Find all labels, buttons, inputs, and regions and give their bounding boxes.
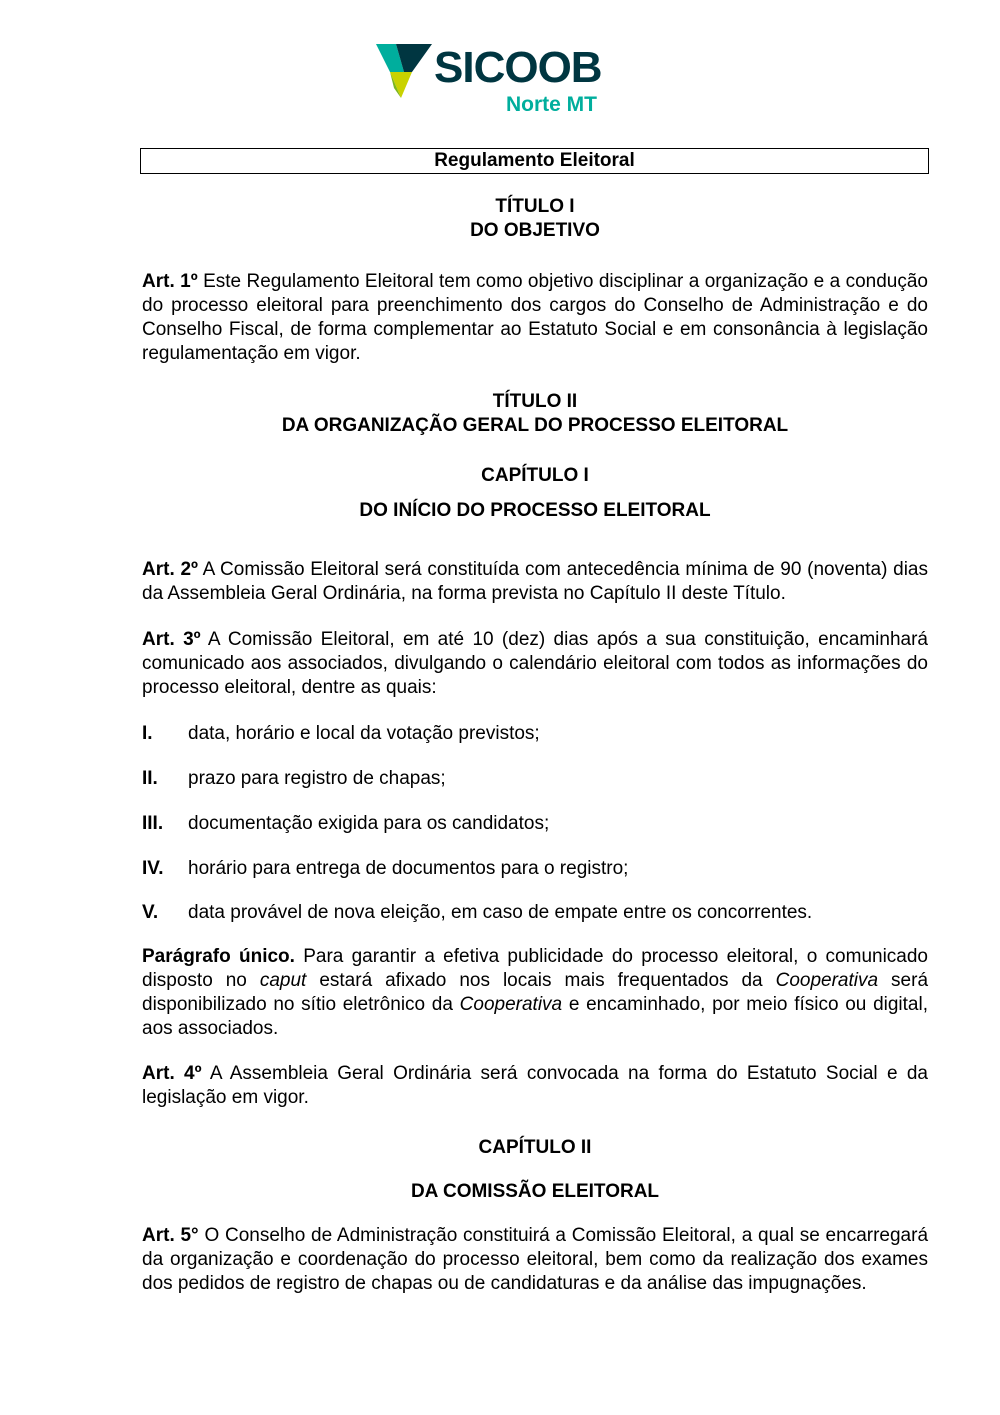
capitulo-1-name: DO INÍCIO DO PROCESSO ELEITORAL [359,500,711,521]
list-item [142,812,928,836]
art-5-text: O Conselho de Administração constituirá a Comissão Eleitoral, a qual se encarregará da organização e coordenação do processo eleitoral, bem como da realização dos exames dos pedidos de registro de chapas ou de candidaturas e da análise das impugnações. [142,1225,929,1294]
paragrafo-text: e encaminhado, por meio físico ou digital, aos associados. [142,994,928,1039]
list-item-number: IV. [142,858,164,879]
art-1 [142,270,928,366]
list-item [142,722,928,746]
capitulo-2-label: CAPÍTULO II [478,1137,592,1158]
art-1-label: Art. 1º [142,271,198,292]
list-item-text: prazo para registro de chapas; [188,768,446,789]
titulo-2-name: DA ORGANIZAÇÃO GERAL DO PROCESSO ELEITORAL [281,415,789,436]
capitulo-1-label: CAPÍTULO I [481,465,589,486]
paragrafo-caput: caput [259,970,307,991]
paragrafo-text: Para garantir a efetiva publicidade do processo eleitoral, o comunicado disposto no [142,946,928,991]
list-item [142,767,928,791]
logo-brand: SICOOB [434,43,602,92]
list-item-number: I. [142,723,153,744]
paragrafo-text: será disponibilizado no sítio eletrônico da [142,970,929,1015]
list-item-number: III. [142,813,164,834]
art-2-text: A Comissão Eleitoral será constituída com antecedência mínima de 90 (noventa) dias da Assembleia Geral Ordinária, na forma prevista no Capítulo II deste Título. [142,559,929,604]
art-2 [142,558,928,606]
art-5 [142,1224,928,1296]
art-1-text: Este Regulamento Eleitoral tem como objetivo disciplinar a organização e a condução do processo eleitoral para preenchimento dos cargos do Conselho de Administração e do Conselho Fiscal, de forma complementar ao Estatuto Social e em consonância à legislação regulamentação em vigor. [142,271,928,364]
art-4-label: Art. 4º [142,1063,202,1084]
titulo-1-name: DO OBJETIVO [470,220,600,241]
art-5-label: Art. 5° [142,1225,199,1246]
logo-subtitle: Norte MT [506,93,597,116]
art-3-text: A Comissão Eleitoral, em até 10 (dez) dias após a sua constituição, encaminhará comunicado aos associados, divulgando o calendário eleitoral com todos as informações do processo eleitoral, dentre as quais: [142,629,928,698]
list-item-text: horário para entrega de documentos para o registro; [188,858,629,879]
paragrafo-label: Parágrafo único. [142,946,295,967]
art-3-label: Art. 3º [142,629,201,650]
paragrafo-cooperativa: Cooperativa [775,970,879,991]
paragrafo-text: estará afixado nos locais mais frequentados da [319,970,763,991]
list-item-text: documentação exigida para os candidatos; [188,813,550,834]
paragrafo-unico [142,945,928,1041]
list-item-text: data provável de nova eleição, em caso de empate entre os concorrentes. [188,902,813,923]
titulo-2-label: TÍTULO II [492,391,578,412]
art-4-text: A Assembleia Geral Ordinária será convocada na forma do Estatuto Social e da legislação em vigor. [142,1063,928,1108]
paragrafo-cooperativa: Cooperativa [459,994,563,1015]
list-item [142,857,928,881]
list-item [142,901,928,925]
document-body [142,195,928,1296]
document-title: Regulamento Eleitoral [140,148,929,174]
list-item-text: data, horário e local da votação previstos; [188,723,540,744]
sicoob-emblem-icon [376,42,432,98]
art-3 [142,628,928,700]
art-2-label: Art. 2º [142,559,198,580]
art-4 [142,1062,928,1110]
list-item-number: V. [142,902,159,923]
titulo-1-label: TÍTULO I [495,196,575,217]
sicoob-logo [376,40,606,120]
capitulo-2-name: DA COMISSÃO ELEITORAL [410,1181,660,1202]
list-item-number: II. [142,768,158,789]
